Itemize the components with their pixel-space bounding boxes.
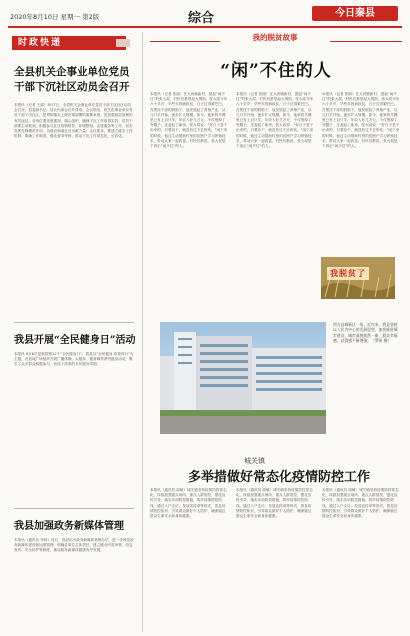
column-divider bbox=[142, 32, 143, 632]
divider bbox=[14, 322, 134, 323]
feature-kicker: 我的脱贫故事 bbox=[220, 32, 330, 44]
story4-body-col1: 本报讯（通讯员 周敏）城关镇坚持疫情防控常态化，持续加强重点场所、重点人群管控，强化宣传引导，落实各项防控措施，筑牢疫情防控防线。通过入户走访、发放宣传单等形式，普及疫情防控知识，引导群众做好个人防护，确保辖区群众生命安全和身体健康。 bbox=[150, 488, 227, 519]
feature-title: “闲”不住的人 bbox=[220, 61, 332, 81]
banner-text: 我脱贫了 bbox=[327, 267, 369, 280]
section-label-tab bbox=[116, 39, 130, 47]
photo-caption: 图为县城新区一角。近年来，我县坚持以人民为中心的发展思想，加快推进城市建设，城市面貌焕然一新，群众幸福感、获得感不断增强。（罗伟 摄） bbox=[333, 322, 398, 344]
feature-banner-image bbox=[321, 257, 395, 299]
story4-body-col2: 本报讯（通讯员 周敏）城关镇坚持疫情防控常态化，持续加强重点场所、重点人群管控，强化宣传引导，落实各项防控措施，筑牢疫情防控防线。通过入户走访、发放宣传单等形式，普及疫情防控知识，引导群众做好个人防护，确保辖区群众生命安全和身体健康。 bbox=[236, 488, 313, 519]
date-line: 2020年8月10日 星期一 第2版 bbox=[10, 13, 100, 21]
story3-title: 我县加强政务新媒体管理 bbox=[14, 521, 124, 532]
feature-body-col2: 本报讯（记者 张丽）在大河镇新村，提起“闲不住”的张大叔，村民们都竖起大拇指。张大叔今年六十多岁，早些年因病致贫，日子过得紧巴巴。在帮扶干部的鼓励下，他发展起了养殖产业，从几只羊开始，逐步扩大规模。如今，他家的羊圈里已有上百只羊，年收入好几万元，不仅甩掉了穷帽子，还盖起了新房。张大叔说：“好日子是干出来的，只要肯干，就没有过不去的坎。”闲下来的时候，他还主动帮助村里的贫困户学习养殖技术，带动大家一起致富。村民们都说，张大叔是个真正“闲不住”的人。 bbox=[236, 92, 314, 149]
story1-body: 本报讯（记者 王丽）8月7日，全县机关企事业单位党员干部下沉社区动员会召开。县委副书记、县长出席会议并讲话。会议指出，机关企事业单位党员干部下沉社区，是贯彻落实上级决策部署的重要举措，是加强基层治理的有效途径。各单位要高度重视，精心组织，确保下沉工作取得实效。党员干部要主动报到，积极参与社区疫情防控、环境整治、志愿服务等工作，切实发挥先锋模范作用，为建设和谐社区贡献力量。会议要求，要建立健全工作机制，明确工作职责，强化督导考核，推动下沉工作常态化、长效化。 bbox=[14, 103, 133, 139]
story2-title: 我县开展“全民健身日”活动 bbox=[14, 335, 136, 346]
section-label: 时政快递 bbox=[12, 36, 126, 50]
story3-body: 本报讯（通讯员 李婷）近日，我县出台政务新媒体管理办法，进一步规范政务新媒体建设和运维管理，明确各单位主体责任，建立健全内容审核、信息发布、安全防护等制度，推动政务新媒体健康有序发展。 bbox=[14, 538, 134, 553]
story1-title-line1: 全县机关企事业单位党员 bbox=[14, 66, 130, 78]
story1-title-line2: 干部下沉社区动员会召开 bbox=[14, 81, 130, 93]
story4-kicker: 城关镇 bbox=[244, 457, 265, 465]
story4-title: 多举措做好常态化疫情防控工作 bbox=[188, 470, 371, 485]
story2-body: 本报讯 8月8日是我国第12个“全民健身日”。我县以“全民健身 你我同行”为主题，在县城广场组织开展广播体操、太极拳、健身舞等系列健身活动，吸引了众多群众积极参与，营造了浓厚的全民健身氛围。 bbox=[14, 352, 134, 367]
story4-body-col3: 本报讯（通讯员 周敏）城关镇坚持疫情防控常态化，持续加强重点场所、重点人群管控，强化宣传引导，落实各项防控措施，筑牢疫情防控防线。通过入户走访、发放宣传单等形式，普及疫情防控知识，引导群众做好个人防护，确保辖区群众生命安全和身体健康。 bbox=[322, 488, 399, 519]
building-image bbox=[160, 322, 326, 434]
divider bbox=[14, 508, 134, 509]
section-title: 综合 bbox=[188, 11, 215, 26]
feature-body-col3: 本报讯（记者 张丽）在大河镇新村，提起“闲不住”的张大叔，村民们都竖起大拇指。张大叔今年六十多岁，早些年因病致贫，日子过得紧巴巴。在帮扶干部的鼓励下，他发展起了养殖产业，从几只羊开始，逐步扩大规模。如今，他家的羊圈里已有上百只羊，年收入好几万元，不仅甩掉了穷帽子，还盖起了新房。张大叔说：“好日子是干出来的，只要肯干，就没有过不去的坎。”闲下来的时候，他还主动帮助村里的贫困户学习养殖技术，带动大家一起致富。村民们都说，张大叔是个真正“闲不住”的人。 bbox=[322, 92, 400, 149]
header-rule bbox=[8, 26, 402, 28]
city-photo bbox=[160, 322, 326, 434]
newspaper-masthead: 今日秦县 bbox=[312, 6, 398, 21]
feature-body-col1: 本报讯（记者 张丽）在大河镇新村，提起“闲不住”的张大叔，村民们都竖起大拇指。张大叔今年六十多岁，早些年因病致贫，日子过得紧巴巴。在帮扶干部的鼓励下，他发展起了养殖产业，从几只羊开始，逐步扩大规模。如今，他家的羊圈里已有上百只羊，年收入好几万元，不仅甩掉了穷帽子，还盖起了新房。张大叔说：“好日子是干出来的，只要肯干，就没有过不去的坎。”闲下来的时候，他还主动帮助村里的贫困户学习养殖技术，带动大家一起致富。村民们都说，张大叔是个真正“闲不住”的人。 bbox=[150, 92, 228, 149]
